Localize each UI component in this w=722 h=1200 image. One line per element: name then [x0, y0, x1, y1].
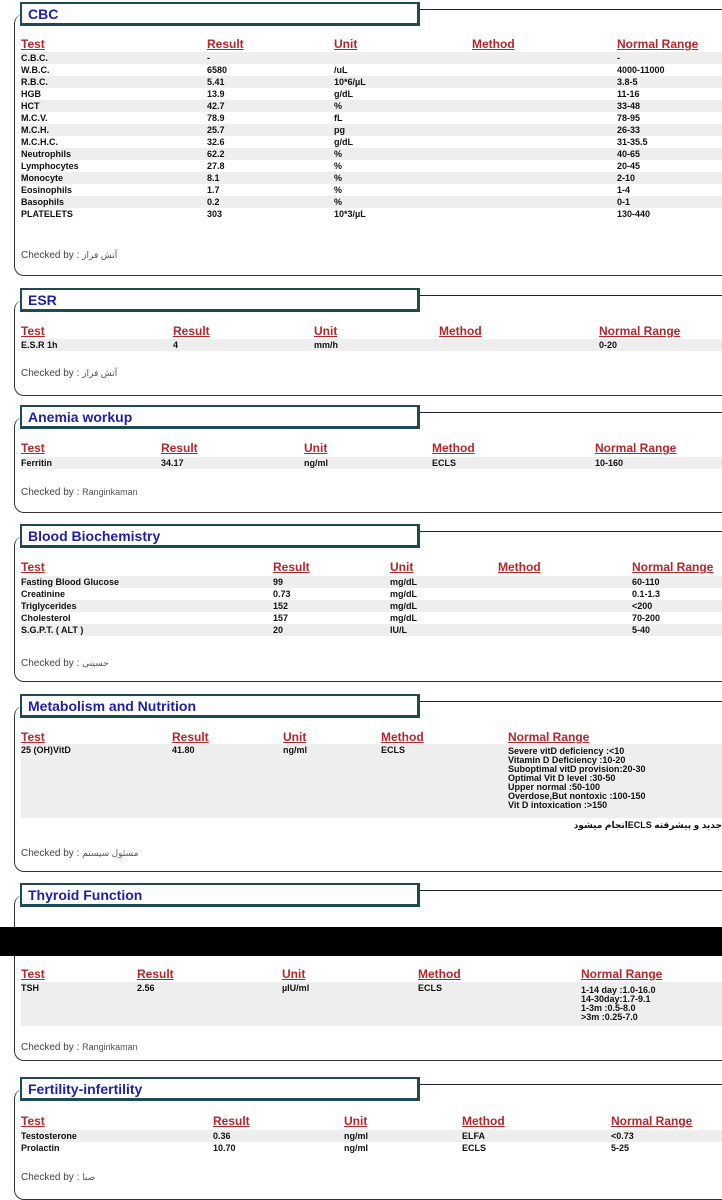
- header-unit: Unit: [344, 1114, 368, 1128]
- test-method: ECLS: [418, 983, 443, 993]
- test-name: R.B.C.: [21, 77, 48, 87]
- test-name: Ferritin: [21, 458, 53, 468]
- header-method: Method: [472, 37, 515, 51]
- test-result: 34.17: [161, 458, 184, 468]
- test-normal-range: <0.73: [611, 1131, 634, 1141]
- test-name: Fasting Blood Glucose: [21, 577, 120, 587]
- test-normal-range: 11-16: [617, 89, 640, 99]
- test-normal-range: 70-200: [632, 613, 661, 623]
- table-row: [21, 612, 722, 624]
- checked-by: Checked by : Ranginkaman: [21, 1042, 138, 1053]
- table-row: [21, 148, 722, 160]
- test-unit: IU/L: [390, 625, 407, 635]
- test-normal-range: 60-110: [632, 577, 660, 587]
- table-row: [21, 1142, 722, 1154]
- test-unit: mm/h: [314, 340, 339, 350]
- header-method: Method: [462, 1114, 505, 1128]
- header-test: Test: [21, 1114, 45, 1128]
- test-result: 62.2: [207, 149, 225, 159]
- test-unit: %: [334, 101, 343, 111]
- esr-section: [0, 286, 722, 396]
- test-result: -: [207, 53, 210, 63]
- table-row: [21, 624, 722, 636]
- header-range: Normal Range: [581, 967, 663, 981]
- test-result: 27.8: [207, 161, 225, 171]
- test-name: TSH: [21, 983, 39, 993]
- header-method: Method: [418, 967, 461, 981]
- test-result: 13.9: [207, 89, 225, 99]
- checked-by: Checked by : مسئول سیستم: [21, 848, 139, 859]
- test-result: 5.41: [207, 77, 225, 87]
- section-title: CBC: [20, 2, 420, 26]
- header-test: Test: [21, 560, 45, 574]
- test-result: 41.80: [172, 745, 195, 755]
- test-normal-range: 5-40: [632, 625, 651, 635]
- test-result: 8.1: [207, 173, 220, 183]
- test-name: C.B.C.: [21, 53, 48, 63]
- range-line: Suboptimal vitD provision:20-30: [508, 764, 646, 774]
- test-unit: ng/ml: [344, 1131, 368, 1141]
- checked-by: Checked by : آتش فراز: [21, 368, 118, 379]
- test-name: Triglycerides: [21, 601, 77, 611]
- test-name: Eosinophils: [21, 185, 73, 195]
- test-result: 0.36: [213, 1131, 231, 1141]
- test-unit: 10*6/µL: [334, 77, 366, 87]
- test-normal-range: -: [617, 53, 620, 63]
- test-normal-range: 33-48: [617, 101, 641, 111]
- table-row: [21, 339, 722, 351]
- test-name: Creatinine: [21, 589, 66, 599]
- test-unit: mg/dL: [390, 601, 417, 611]
- header-unit: Unit: [282, 967, 306, 981]
- test-unit: g/dL: [334, 89, 353, 99]
- table-row: [21, 124, 722, 136]
- test-name: Cholesterol: [21, 613, 71, 623]
- table-row: [21, 196, 722, 208]
- header-unit: Unit: [304, 441, 328, 455]
- test-result: 42.7: [207, 101, 225, 111]
- biochemistry-section: [0, 522, 722, 682]
- test-result: 4: [173, 340, 179, 350]
- header-method: Method: [439, 324, 482, 338]
- test-name: 25 (OH)VitD: [21, 745, 71, 755]
- section-title: Anemia workup: [20, 405, 420, 429]
- test-normal-range: 78-95: [617, 113, 641, 123]
- test-name: E.S.R 1h: [21, 340, 58, 350]
- test-name: Prolactin: [21, 1143, 60, 1153]
- section-title: ESR: [20, 288, 420, 312]
- test-unit: mg/dL: [390, 613, 417, 623]
- range-line: Vit D intoxication :>150: [508, 800, 608, 810]
- fertility-section: [0, 1075, 722, 1200]
- cbc-section: [0, 0, 722, 276]
- header-result: Result: [173, 324, 210, 338]
- header-result: Result: [273, 560, 310, 574]
- header-range: Normal Range: [508, 730, 590, 744]
- header-result: Result: [213, 1114, 250, 1128]
- test-result: 32.6: [207, 137, 225, 147]
- test-name: Lymphocytes: [21, 161, 79, 171]
- test-name: Basophils: [21, 197, 65, 207]
- test-normal-range: 31-35.5: [617, 137, 648, 147]
- test-name: Testosterone: [21, 1131, 77, 1141]
- table-row: [21, 52, 722, 64]
- table-row: [21, 88, 722, 100]
- range-line: Optimal Vit D level :30-50: [508, 773, 616, 783]
- test-unit: %: [334, 161, 343, 171]
- test-result: 20: [273, 625, 284, 635]
- normal-range-list: [508, 747, 646, 810]
- header-result: Result: [161, 441, 198, 455]
- header-unit: Unit: [334, 37, 358, 51]
- test-result: 99: [273, 577, 284, 587]
- test-unit: mg/dL: [390, 589, 417, 599]
- test-method: ECLS: [462, 1143, 487, 1153]
- table-row: [21, 588, 722, 600]
- range-line: 1-3m :0.5-8.0: [581, 1003, 636, 1013]
- checked-by: Checked by : حسینی: [21, 658, 109, 669]
- test-normal-range: 10-160: [595, 458, 624, 468]
- header-result: Result: [207, 37, 244, 51]
- table-row: [21, 76, 722, 88]
- test-normal-range: 40-65: [617, 149, 641, 159]
- test-name: S.G.P.T. ( ALT ): [21, 625, 84, 635]
- header-test: Test: [21, 967, 45, 981]
- test-unit: ng/ml: [283, 745, 307, 755]
- range-line: 14-30day:1.7-9.1: [581, 994, 651, 1004]
- range-line: >3m :0.25-7.0: [581, 1012, 638, 1022]
- header-unit: Unit: [314, 324, 338, 338]
- table-row: [21, 208, 722, 220]
- range-line: 1-14 day :1.0-16.0: [581, 985, 656, 995]
- table-row: [21, 160, 722, 172]
- test-normal-range: 5-25: [611, 1143, 630, 1153]
- test-result: 152: [273, 601, 289, 611]
- test-unit: %: [334, 197, 343, 207]
- table-row: [21, 576, 722, 588]
- header-range: Normal Range: [617, 37, 699, 51]
- test-result: 78.9: [207, 113, 225, 123]
- table-row: [21, 982, 722, 1026]
- checked-by: Checked by : صبا: [21, 1172, 96, 1183]
- range-line: Severe vitD deficiency :<10: [508, 746, 625, 756]
- test-method: ELFA: [462, 1131, 486, 1141]
- test-name: M.C.H.C.: [21, 137, 58, 147]
- test-name: Neutrophils: [21, 149, 72, 159]
- header-result: Result: [172, 730, 209, 744]
- test-normal-range: 0-20: [599, 340, 618, 350]
- header-test: Test: [21, 730, 45, 744]
- test-result: 0.2: [207, 197, 220, 207]
- metabolism-section: [0, 692, 722, 872]
- header-range: Normal Range: [611, 1114, 693, 1128]
- test-result: 6580: [207, 65, 228, 75]
- thyroid-section: [0, 881, 722, 1061]
- test-unit: %: [334, 149, 343, 159]
- test-name: W.B.C.: [21, 65, 50, 75]
- header-test: Test: [21, 441, 45, 455]
- test-result: 157: [273, 613, 289, 623]
- test-name: Monocyte: [21, 173, 64, 183]
- method-note: جدید و پیشرفته ECLSانجام میشود: [573, 820, 722, 830]
- test-normal-range: <200: [632, 601, 653, 611]
- header-unit: Unit: [390, 560, 414, 574]
- table-row: [21, 1130, 722, 1142]
- anemia-section: [0, 403, 722, 513]
- test-name: HCT: [21, 101, 40, 111]
- section-title: Blood Biochemistry: [20, 524, 420, 548]
- header-test: Test: [21, 324, 45, 338]
- test-result: 10.70: [213, 1143, 236, 1153]
- test-unit: %: [334, 185, 343, 195]
- test-unit: ng/ml: [344, 1143, 368, 1153]
- test-unit: /uL: [334, 65, 348, 75]
- table-row: [21, 600, 722, 612]
- test-result: 2.56: [137, 983, 155, 993]
- test-result: 303: [207, 209, 223, 219]
- test-unit: pg: [334, 125, 345, 135]
- header-result: Result: [137, 967, 174, 981]
- test-unit: g/dL: [334, 137, 353, 147]
- table-row: [21, 744, 722, 818]
- header-method: Method: [432, 441, 475, 455]
- header-unit: Unit: [283, 730, 307, 744]
- test-normal-range: 130-440: [617, 209, 651, 219]
- table-row: [21, 172, 722, 184]
- header-range: Normal Range: [599, 324, 681, 338]
- checked-by: Checked by : آتش فراز: [21, 250, 118, 261]
- screenshot-gap: [0, 927, 722, 956]
- header-range: Normal Range: [595, 441, 677, 455]
- header-method: Method: [498, 560, 541, 574]
- test-unit: ng/ml: [304, 458, 328, 468]
- test-unit: %: [334, 173, 343, 183]
- test-name: HGB: [21, 89, 41, 99]
- test-method: ECLS: [432, 458, 457, 468]
- header-method: Method: [381, 730, 424, 744]
- table-row: [21, 136, 722, 148]
- test-name: PLATELETS: [21, 209, 73, 219]
- test-normal-range: 3.8-5: [617, 77, 638, 87]
- test-result: 1.7: [207, 185, 220, 195]
- test-method: ECLS: [381, 745, 406, 755]
- range-line: Vitamin D Deficiency :10-20: [508, 755, 626, 765]
- test-unit: mg/dL: [390, 577, 417, 587]
- table-row: [21, 184, 722, 196]
- section-title: Thyroid Function: [20, 883, 420, 907]
- test-normal-range: 0.1-1.3: [632, 589, 661, 599]
- test-name: M.C.V.: [21, 113, 48, 123]
- table-row: [21, 64, 722, 76]
- header-test: Test: [21, 37, 45, 51]
- test-result: 0.73: [273, 589, 291, 599]
- table-row: [21, 100, 722, 112]
- test-normal-range: 0-1: [617, 197, 631, 207]
- range-line: Overdose,But nontoxic :100-150: [508, 791, 646, 801]
- test-normal-range: 4000-11000: [617, 65, 665, 75]
- test-normal-range: 1-4: [617, 185, 631, 195]
- header-range: Normal Range: [632, 560, 714, 574]
- test-unit: 10*3/µL: [334, 209, 366, 219]
- section-title: Fertility-infertility: [20, 1077, 420, 1101]
- test-unit: µIU/ml: [282, 983, 310, 993]
- test-result: 25.7: [207, 125, 225, 135]
- section-title: Metabolism and Nutrition: [20, 694, 420, 718]
- test-name: M.C.H.: [21, 125, 49, 135]
- test-unit: fL: [334, 113, 343, 123]
- range-line: Upper normal :50-100: [508, 782, 601, 792]
- normal-range-list: [581, 986, 656, 1022]
- test-normal-range: 26-33: [617, 125, 641, 135]
- test-normal-range: 2-10: [617, 173, 636, 183]
- table-row: [21, 457, 722, 469]
- test-normal-range: 20-45: [617, 161, 641, 171]
- table-row: [21, 112, 722, 124]
- checked-by: Checked by : Ranginkaman: [21, 487, 138, 498]
